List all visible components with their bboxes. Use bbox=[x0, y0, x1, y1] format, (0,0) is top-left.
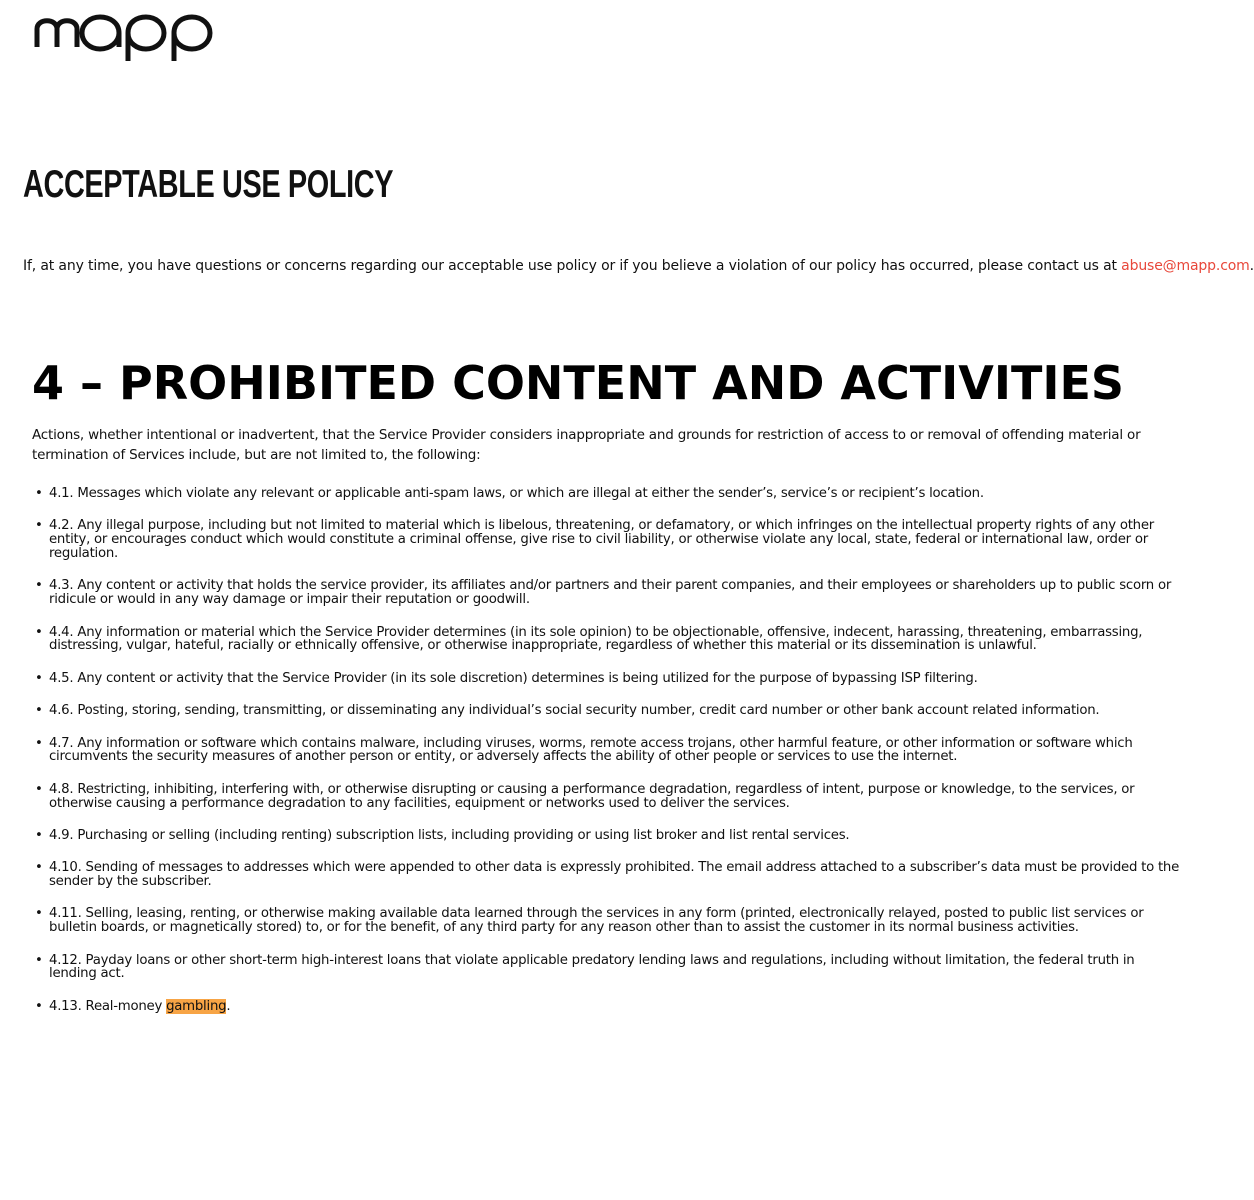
bullet-icon: • bbox=[35, 703, 43, 719]
list-item-text: 4.9. Purchasing or selling (including renting) subscription lists, including providing or using list broker and list rental services. bbox=[49, 827, 850, 843]
list-item bbox=[34, 519, 1184, 560]
list-item-text: 4.1. Messages which violate any relevant or applicable anti-spam laws, or which are illegal at either the sender’s, service’s or recipient’s location. bbox=[49, 486, 984, 501]
bullet-icon: • bbox=[35, 952, 43, 968]
list-item-text: 4.12. Payday loans or other short-term high-interest loans that violate applicable predatory lending laws and regulations, including without limitation, the federal truth in lending act. bbox=[49, 952, 1135, 982]
contact-paragraph bbox=[23, 256, 1254, 276]
list-item-suffix: . bbox=[226, 998, 231, 1014]
bullet-icon: • bbox=[35, 670, 43, 686]
bullet-icon: • bbox=[35, 735, 43, 751]
list-item bbox=[34, 861, 1184, 889]
list-item bbox=[34, 626, 1184, 654]
list-item bbox=[34, 579, 1184, 607]
bullet-icon: • bbox=[35, 624, 43, 640]
list-item-text: 4.10. Sending of messages to addresses which were appended to other data is expressly prohibited. The email address attached to a subscriber’s data must be provided to the sender by the subscriber. bbox=[49, 860, 1180, 890]
list-item bbox=[34, 1000, 1184, 1014]
list-item-text: 4.11. Selling, leasing, renting, or otherwise making available data learned through the services in any form (printed, electronically relayed, posted to public list services or bulletin boards, or magnetically stored) to, or for the benefit, of any third party for any reason other than to assist the customer in its normal business activities. bbox=[49, 906, 1144, 936]
list-item-prefix: 4.13. Real-money bbox=[49, 998, 167, 1014]
section-intro: Actions, whether intentional or inadvertent, that the Service Provider considers inappropriate and grounds for restriction of access to or removal of offending material or termination of Services include, but are not limited to, the following: bbox=[32, 427, 1141, 463]
bullet-icon: • bbox=[35, 578, 43, 594]
list-item bbox=[34, 704, 1184, 718]
bullet-icon: • bbox=[35, 998, 43, 1014]
list-item bbox=[34, 737, 1184, 765]
list-item bbox=[34, 954, 1184, 982]
section-title: 4 – PROHIBITED CONTENT AND ACTIVITIES bbox=[32, 356, 1125, 410]
bullet-icon: • bbox=[35, 781, 43, 797]
contact-text: If, at any time, you have questions or concerns regarding our acceptable use policy or if you believe a violation of our policy has occurred, please contact us at bbox=[23, 258, 1122, 274]
list-item-text: 4.7. Any information or software which contains malware, including viruses, worms, remote access trojans, other harmful feature, or other information or software which circumvents the security measures of another person or entity, or adversely affects the ability of other people or services to use the internet. bbox=[49, 735, 1133, 765]
list-item-text: 4.4. Any information or material which the Service Provider determines (in its sole opinion) to be objectionable, offensive, indecent, harassing, threatening, embarrassing, distressing, vulgar, hateful, racially or ethnically offensive, or otherwise inappropriate, regardless of whether this material or its dissemination is unlawful. bbox=[49, 624, 1143, 654]
list-item-text: 4.6. Posting, storing, sending, transmitting, or disseminating any individual’s social security number, credit card number or other bank account related information. bbox=[49, 703, 1100, 719]
contact-end: . bbox=[1249, 258, 1254, 274]
search-highlight: gambling bbox=[166, 998, 227, 1014]
page-title: ACCEPTABLE USE POLICY bbox=[23, 163, 394, 206]
list-item bbox=[34, 907, 1184, 935]
abuse-email-link[interactable]: abuse@mapp.com bbox=[1121, 258, 1250, 274]
list-item bbox=[34, 487, 1184, 501]
bullet-icon: • bbox=[35, 860, 43, 876]
mapp-logo[interactable] bbox=[34, 12, 220, 64]
list-item-text: 4.2. Any illegal purpose, including but not limited to material which is libelous, threatening, or defamatory, or which infringes on the intellectual property rights of any other entity, or encourages conduct which would constitute a criminal offense, give rise to civil liability, or otherwise violate any local, state, federal or international law, order or regulation. bbox=[49, 518, 1154, 561]
mapp-logo-icon bbox=[34, 12, 220, 64]
bullet-icon: • bbox=[35, 906, 43, 922]
bullet-icon: • bbox=[35, 827, 43, 843]
list-item-text: 4.8. Restricting, inhibiting, interfering with, or otherwise disrupting or causing a performance degradation, regardless of intent, purpose or knowledge, to the services, or otherwise causing a performance degradation to any facilities, equipment or networks used to deliver the services. bbox=[49, 781, 1135, 811]
list-item bbox=[34, 672, 1184, 686]
list-item-text: 4.3. Any content or activity that holds the service provider, its affiliates and/or partners and their parent companies, and their employees or shareholders up to public scorn or ridicule or would in any way damage or impair their reputation or goodwill. bbox=[49, 578, 1172, 608]
prohibited-items-list bbox=[34, 487, 1184, 1032]
bullet-icon: • bbox=[35, 518, 43, 534]
list-item bbox=[34, 783, 1184, 811]
bullet-icon: • bbox=[35, 486, 43, 501]
list-item-text: 4.5. Any content or activity that the Service Provider (in its sole discretion) determines is being utilized for the purpose of bypassing ISP filtering. bbox=[49, 670, 978, 686]
list-item bbox=[34, 829, 1184, 843]
